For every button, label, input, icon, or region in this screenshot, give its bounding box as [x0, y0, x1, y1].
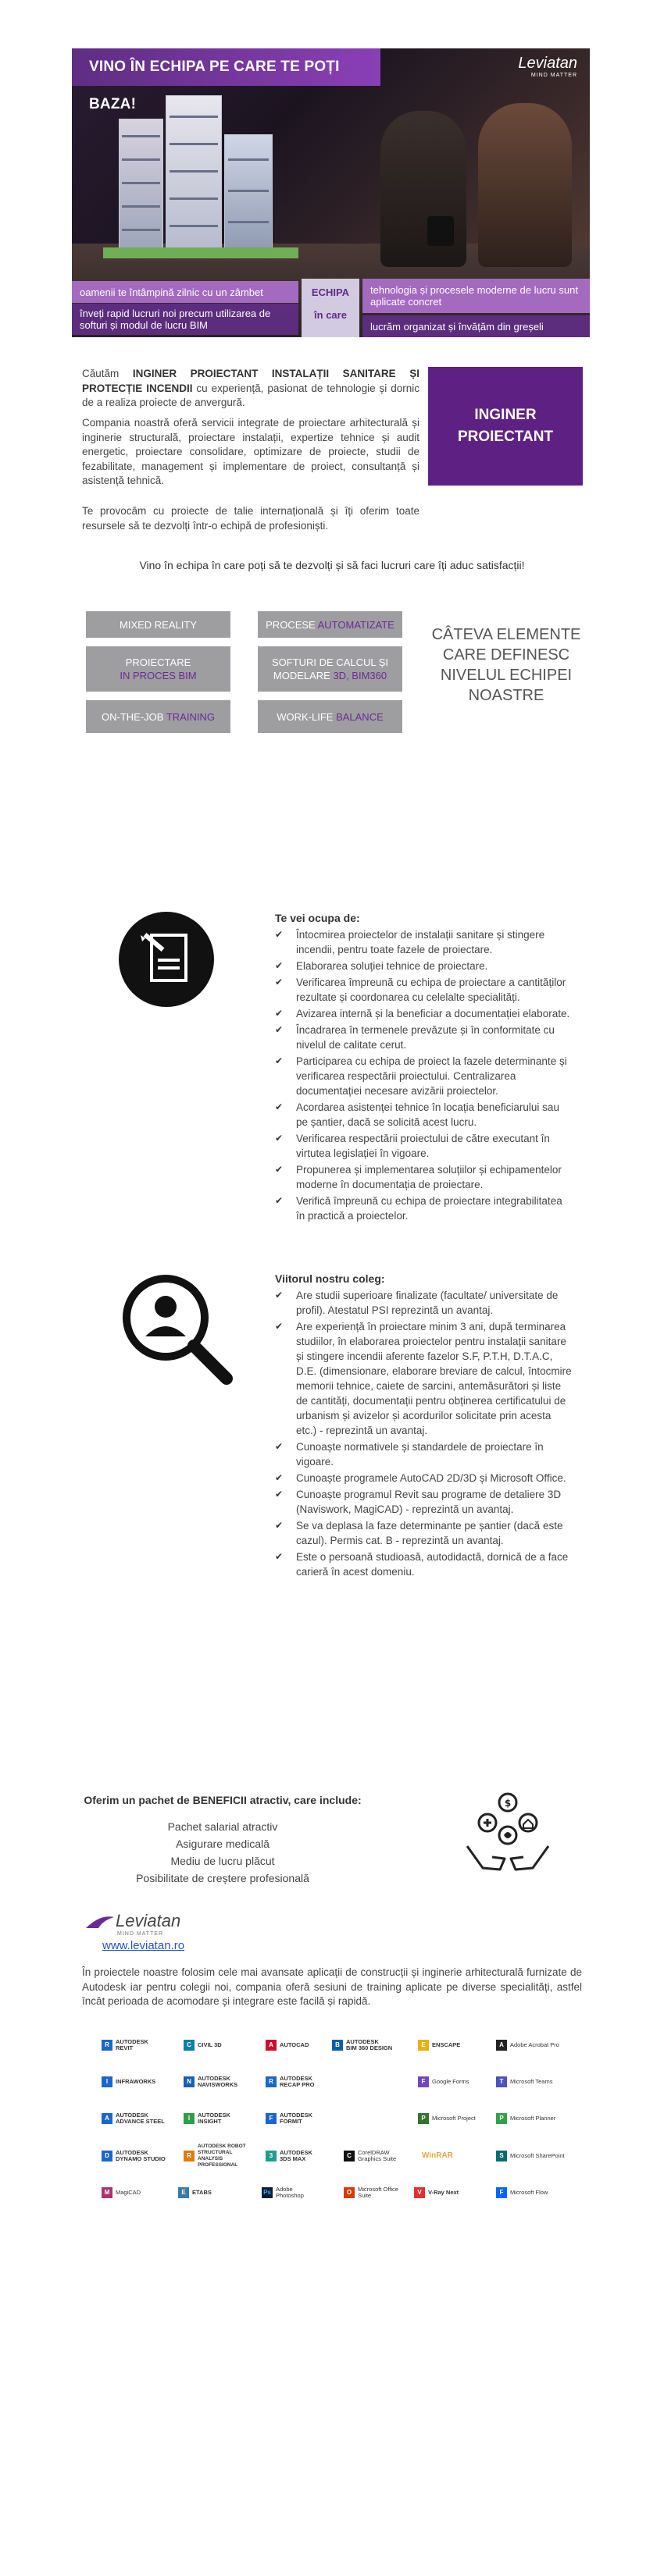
logo-text: AUTODESK REVIT: [116, 2038, 148, 2051]
logo-text: CIVIL 3D: [198, 2041, 222, 2048]
infraworks-icon: I: [102, 2076, 112, 2087]
ms-flow-icon: F: [496, 2187, 507, 2198]
tile-highlight: TRAINING: [166, 710, 215, 723]
person-right: [478, 103, 572, 267]
svg-text:$: $: [504, 1798, 512, 1809]
intro-p1-bold: INGINER PROIECTANT INSTALAȚII SANITARE ȘI PROTECȚIE INCENDII: [82, 368, 419, 394]
civil3d-icon: C: [184, 2040, 195, 2051]
logo-text: Microsoft SharePoint: [510, 2152, 565, 2159]
logo-text: AUTOCAD: [280, 2041, 309, 2048]
insight-icon: I: [184, 2113, 195, 2124]
3dsmax-icon: 3: [266, 2151, 277, 2161]
dynamo-icon: D: [102, 2151, 112, 2161]
enscape-icon: E: [418, 2040, 429, 2051]
person-search-icon: [117, 1271, 242, 1388]
recap-icon: R: [266, 2076, 277, 2087]
intro-paragraph-3: Te provocăm cu proiecte de talie internațională și îți oferim toate resursele să te dezvolți într-o echipă de profesioniști.: [82, 505, 419, 532]
duty-item: ✔ Elaborarea soluției tehnice de proiectare.: [275, 959, 572, 973]
mug: [427, 216, 454, 246]
hero-center-box: [302, 279, 359, 337]
intro-p1-prefix: Căutăm: [82, 368, 133, 379]
tile-on-the-job-training: [86, 700, 230, 733]
tile-mixed-reality: [86, 611, 230, 638]
hero-center-line2: în care: [314, 309, 347, 321]
tile-highlight: 3D, BIM360: [333, 670, 387, 681]
logo-advance-steel: [102, 2109, 172, 2128]
magicad-icon: M: [102, 2187, 112, 2198]
logo-bim360: [332, 2036, 402, 2055]
role-line-2: PROIECTANT: [457, 429, 554, 445]
logo-3dsmax: [266, 2147, 336, 2165]
tile-text: PROIECTARE: [125, 656, 191, 668]
logo-text: AUTODESK FORMIT: [280, 2112, 312, 2125]
vray-icon: V: [414, 2187, 425, 2198]
hero-strip-text: înveți rapid lucruri noi precum utilizarea de softuri și modul de lucru BIM: [80, 308, 271, 331]
building-model: [119, 119, 163, 257]
ms-teams-icon: T: [496, 2076, 507, 2087]
intro-paragraph-2: Compania noastră oferă servicii integrate de proiectare arhitecturală și inginerie structurală, proiectare instalații, expertize tehnice și audit energetic, proiectare consolidare, optimizare de proiecte, studii de fezabilitate, management și implementare de proiect, consultanță și asistență tehnică.: [82, 417, 419, 486]
hero-strip-right-bottom: [362, 315, 590, 337]
logo-ms-project: [418, 2109, 488, 2128]
logo-text: INFRAWORKS: [116, 2078, 156, 2085]
duty-item: ✔ Întocmirea proiectelor de instalații sanitare și stingere incendii, pentru toate fazele de proiectare.: [275, 927, 572, 957]
ms-project-icon: P: [418, 2113, 429, 2124]
ms-planner-icon: P: [496, 2113, 507, 2124]
hero-strip-left-top: [72, 281, 298, 303]
logo-text: AUTODESK DYNAMO STUDIO: [116, 2149, 166, 2162]
logo-text: AUTODESK ADVANCE STEEL: [116, 2112, 165, 2125]
etabs-icon: E: [178, 2187, 189, 2198]
model-base: [103, 247, 298, 258]
hero-strip-text: oamenii te întâmpină zilnic cu un zâmbet: [80, 286, 263, 298]
benefit-item: Asigurare medicală: [176, 1838, 270, 1850]
logo-text: ETABS: [192, 2189, 212, 2196]
logo-text: AUTODESK BIM 360 DESIGN: [346, 2038, 393, 2051]
logo-text: Microsoft Office Suite: [358, 2186, 398, 2199]
tile-text: SOFTURI DE CALCUL ȘI: [271, 656, 389, 668]
logo-text: AUTODESK NAVISWORKS: [198, 2075, 238, 2088]
google-forms-icon: F: [418, 2076, 429, 2087]
logo-text: ENSCAPE: [432, 2041, 461, 2048]
footer-logo-wordmark: Leviatan: [116, 1911, 181, 1930]
logo-wordmark: Leviatan: [518, 55, 577, 72]
role-box: [428, 367, 583, 486]
intro-paragraph-1: [82, 367, 419, 411]
tile-work-life-balance: [258, 700, 402, 733]
tile-text: WORK-LIFE: [277, 710, 337, 723]
hero-banner-text: VINO ÎN ECHIPA PE CARE TE POȚI BAZA!: [89, 59, 340, 112]
tile-automated-processes: [258, 611, 402, 638]
autocad-icon: A: [266, 2040, 277, 2051]
hero-banner: [72, 48, 380, 112]
bim360-icon: B: [332, 2040, 343, 2051]
tile-text: ON-THE-JOB: [102, 710, 166, 723]
logo-robot: [184, 2144, 254, 2168]
candidate-title: Viitorul nostru coleg:: [275, 1272, 385, 1285]
hero-strip-text: tehnologia și procesele moderne de lucru sunt aplicate concret: [370, 284, 578, 308]
hero-center-line1: ECHIPA: [311, 286, 350, 298]
logo-text: MagiCAD: [116, 2189, 141, 2196]
duty-item: ✔ Încadrarea în termenele prevăzute și în conformitate cu nivelul de calitate cerut.: [275, 1023, 572, 1052]
logo-insight: [184, 2109, 254, 2128]
duties-list: [275, 927, 572, 1223]
tile-bim-design: [86, 646, 230, 692]
candidate-item: ✔ Se va deplasa la faze determinante pe șantier (dacă este cazul). Permis cat. B - reprezintă un avantaj.: [275, 1518, 572, 1548]
footer-text: În proiectele noastre folosim cele mai avansate aplicații de construcții și inginerie arhitecturală furnizate de Autodesk iar pentru colegii noi, compania oferă sesiuni de training aplicate pe diverse specialități, astfel încât perioada de acomodare și integrare este facilă și rapidă.: [82, 1966, 582, 2007]
logo-revit: [102, 2036, 172, 2055]
logo-ms-office: [344, 2183, 414, 2202]
logo-navisworks: [184, 2073, 254, 2091]
logo-ms-planner: [496, 2109, 566, 2128]
logo-text: Microsoft Teams: [510, 2078, 553, 2085]
logo-text: Adobe Photoshop: [276, 2186, 304, 2199]
duties-section: [275, 912, 572, 1225]
formit-icon: F: [266, 2113, 277, 2124]
duty-item: ✔ Avizarea internă și la beneficiar a documentației elaborate.: [275, 1006, 572, 1021]
footer-logo: [84, 1911, 180, 1937]
ms-sharepoint-icon: S: [496, 2151, 507, 2161]
logo-tagline: MIND MATTER: [530, 73, 577, 78]
candidate-list: [275, 1288, 572, 1579]
logo-text: CorelDRAW Graphics Suite: [358, 2149, 397, 2162]
hero-strip-right-top: [362, 279, 590, 313]
logo-text: AUTODESK 3DS MAX: [280, 2149, 312, 2162]
building-model: [224, 134, 273, 257]
intro-p1-rest: cu experiență, pasionat de tehnologie și dornic de a realiza proiecte de anvergură.: [82, 382, 419, 408]
logo-vray: [414, 2183, 484, 2202]
tile-software-modeling: [258, 646, 402, 692]
logo-acrobat: [496, 2036, 566, 2055]
candidate-item: ✔ Cunoaște programele AutoCAD 2D/3D și Microsoft Office.: [275, 1471, 572, 1485]
benefit-item: Pachet salarial atractiv: [167, 1820, 278, 1833]
logo-text: Microsoft Planner: [510, 2115, 556, 2122]
hero-strip-text: lucrăm organizat și învățăm din greșeli: [370, 320, 544, 333]
tagline: Vino în echipa în care poți să te dezvolți și să faci lucruri care îți aduc satisfacții!: [139, 559, 525, 571]
logo-text: Microsoft Flow: [510, 2189, 548, 2196]
benefit-item: Mediu de lucru plăcut: [170, 1855, 275, 1867]
duty-item: ✔ Verificarea împreună cu echipa de proiectare a cantităților rezultate și coordonarea cu celelalte specialități.: [275, 975, 572, 1005]
logo-dynamo: [102, 2147, 172, 2165]
logo-text: AUTODESK INSIGHT: [198, 2112, 230, 2125]
revit-icon: R: [102, 2040, 112, 2051]
team-heading: CÂTEVA ELEMENTE CARE DEFINESC NIVELUL ECHIPEI NOASTRE: [431, 626, 581, 704]
tile-text: MODELARE: [273, 670, 334, 681]
footer-logo-tagline: MIND MATTER: [117, 1931, 164, 1937]
duty-item: ✔ Propunerea și implementarea soluțiilor și echipamentelor moderne în documentația de proiectare.: [275, 1162, 572, 1192]
hero-logo: [487, 55, 577, 78]
acrobat-icon: A: [496, 2040, 507, 2051]
logo-magicad: [102, 2183, 172, 2202]
ms-office-icon: O: [344, 2187, 355, 2198]
logo-google-forms: [418, 2073, 488, 2091]
candidate-item: ✔ Are experiență în proiectare minim 3 ani, după terminarea studiilor, în elaborarea proiectelor pentru instalații sanitare și stingere incendii aferente fazelor S.F, P.T.H, D.T.A.C, D.E. (dimensionare, elaborare breviare de calcul, întocmire memorii tehnice, caiete de sarcini, antemăsurători și liste de cantități, documentații pentru obținerea certificatului de urbanism și avizelor și acordurilor solicitate prin acesta etc.) - reprezintă un avantaj.: [275, 1319, 572, 1438]
photoshop-icon: Ps: [262, 2187, 273, 2198]
logo-infraworks: [102, 2073, 172, 2091]
logo-autocad: [266, 2036, 336, 2055]
tile-highlight: AUTOMATIZATE: [317, 618, 394, 631]
logo-coreldraw: [344, 2147, 414, 2165]
logo-ms-sharepoint: [496, 2147, 566, 2165]
duty-item: ✔ Participarea cu echipa de proiect la fazele determinante și verificarea respectării proiectului. Centralizarea documentației necesare avizării proiectelor.: [275, 1054, 572, 1098]
advance-steel-icon: A: [102, 2113, 112, 2124]
coreldraw-icon: C: [344, 2151, 355, 2161]
document-edit-icon: [119, 912, 214, 1007]
logo-text: Microsoft Project: [432, 2115, 476, 2122]
logo-text: Google Forms: [432, 2078, 469, 2085]
role-line-1: INGINER: [474, 407, 537, 423]
duty-item: ✔ Verificarea respectării proiectului de către executant în virtutea legislației în vigoare.: [275, 1131, 572, 1161]
logo-photoshop: [262, 2183, 332, 2202]
robot-icon: R: [184, 2151, 195, 2161]
logo-etabs: [178, 2183, 248, 2202]
logo-text: AUTODESK RECAP PRO: [280, 2075, 315, 2088]
logo-text: AUTODESK ROBOT STRUCTURAL ANALYSIS PROFESSIONAL: [198, 2144, 246, 2168]
logo-enscape: [418, 2036, 488, 2055]
hero-image: [72, 48, 590, 337]
benefit-item: Posibilitate de creștere profesională: [136, 1872, 309, 1884]
candidate-item: ✔ Cunoaște normativele și standardele de proiectare în vigoare.: [275, 1439, 572, 1469]
logo-winrar: [422, 2147, 492, 2165]
benefits-title: Oferim un pachet de BENEFICII atractiv, care include:: [84, 1794, 362, 1806]
benefits-hands-icon: [461, 1791, 555, 1881]
tile-highlight: IN PROCES BIM: [120, 670, 197, 681]
logo-civil3d: [184, 2036, 254, 2055]
tile-highlight: BALANCE: [336, 710, 384, 723]
duties-title: Te vei ocupa de:: [275, 912, 360, 924]
logo-ms-teams: [496, 2073, 566, 2091]
logo-text: V-Ray Next: [428, 2189, 459, 2196]
navisworks-icon: N: [184, 2076, 195, 2087]
candidate-item: ✔ Este o persoană studioasă, autodidactă, dornică de a face carieră în acest domeniu.: [275, 1550, 572, 1579]
duty-item: ✔ Acordarea asistenței tehnice în locația beneficiarului sau pe șantier, dacă se solicită acest lucru.: [275, 1100, 572, 1130]
candidate-section: [275, 1272, 572, 1581]
duty-item: ✔ Verifică împreună cu echipa de proiectare integrabilitatea în practică a proiectelor.: [275, 1194, 572, 1223]
logo-formit: [266, 2109, 336, 2128]
website-link[interactable]: www.leviatan.ro: [102, 1939, 185, 1952]
candidate-item: ✔ Are studii superioare finalizate (facultate/ universitate de profil). Atestatul PSI reprezintă un avantaj.: [275, 1288, 572, 1318]
logo-text: WinRAR: [422, 2151, 453, 2160]
tile-text: PROCESE: [266, 618, 318, 631]
logo-ms-flow: [496, 2183, 566, 2202]
logo-text: Adobe Acrobat Pro: [510, 2041, 559, 2048]
hero-strip-left-bottom: [72, 304, 298, 335]
candidate-item: ✔ Cunoaște programul Revit sau programe de detaliere 3D (Naviswork, MagiCAD) - reprezintă un avantaj.: [275, 1487, 572, 1517]
logo-recap: [266, 2073, 336, 2091]
tile-text: MIXED REALITY: [120, 618, 197, 631]
